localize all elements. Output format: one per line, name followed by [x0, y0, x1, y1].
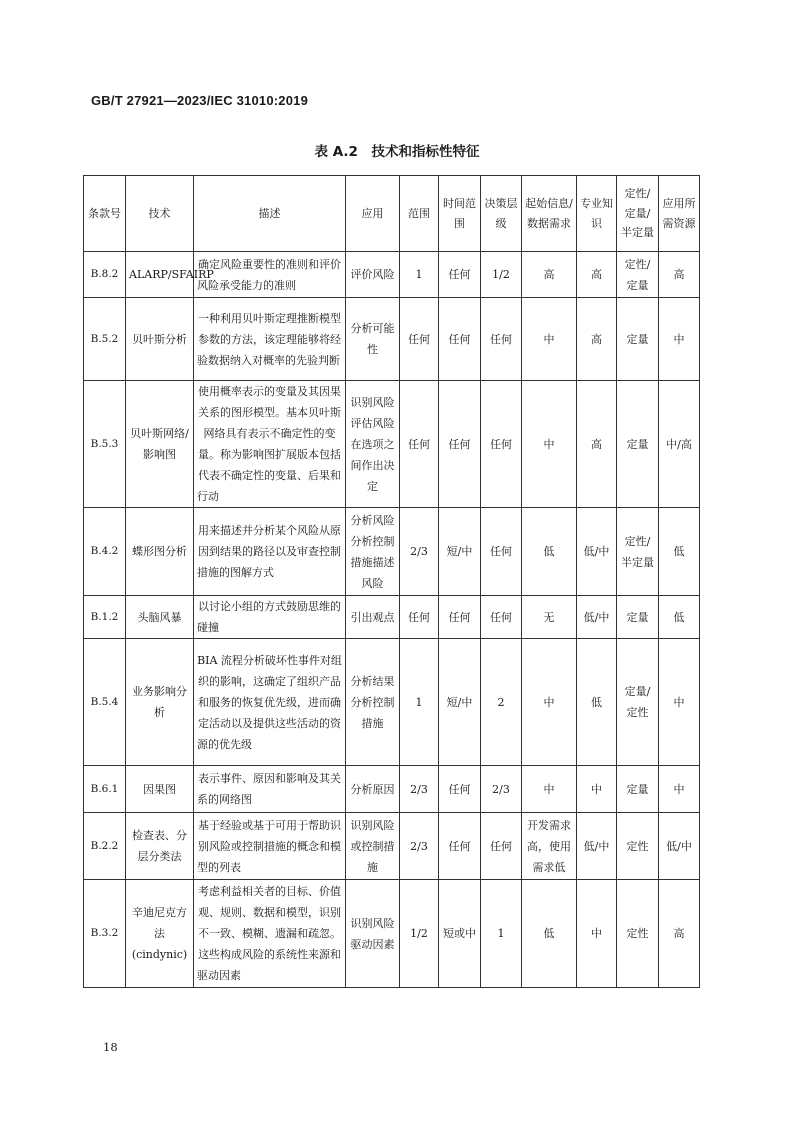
technique-cell: 贝叶斯分析 — [126, 298, 194, 381]
time-range-cell: 任何 — [439, 596, 481, 639]
decision-level-cell: 任何 — [481, 813, 522, 880]
technique-cell: 头脑风暴 — [126, 596, 194, 639]
quant-cell: 定量 — [617, 766, 659, 813]
table-row — [84, 813, 700, 880]
table-row — [84, 880, 700, 988]
techniques-table — [83, 175, 700, 988]
table-row — [84, 639, 700, 766]
time-range-cell: 任何 — [439, 766, 481, 813]
clause-cell: B.5.4 — [84, 639, 126, 766]
quant-cell: 定性 — [617, 813, 659, 880]
description-cell: 考虑利益相关者的目标、价值观、规则、数据和模型，识别不一致、模糊、遗漏和疏忽。这些构成风险的系统性来源和驱动因素 — [194, 880, 346, 988]
application-cell: 分析风险分析控制措施描述风险 — [346, 508, 400, 596]
initial-info-cell: 中 — [522, 766, 577, 813]
decision-level-cell: 任何 — [481, 596, 522, 639]
initial-info-cell: 低 — [522, 880, 577, 988]
resources-cell: 高 — [659, 252, 700, 298]
expertise-cell: 低/中 — [577, 596, 617, 639]
col-header-initial-info: 起始信息/数据需求 — [522, 176, 577, 252]
col-header-quant: 定性/定量/半定量 — [617, 176, 659, 252]
time-range-cell: 任何 — [439, 813, 481, 880]
time-range-cell: 任何 — [439, 381, 481, 508]
initial-info-cell: 开发需求高，使用需求低 — [522, 813, 577, 880]
col-header-resources: 应用所需资源 — [659, 176, 700, 252]
technique-cell: 检查表、分层分类法 — [126, 813, 194, 880]
scope-cell: 任何 — [400, 298, 439, 381]
expertise-cell: 高 — [577, 252, 617, 298]
table-row — [84, 766, 700, 813]
description-cell: 基于经验或基于可用于帮助识别风险或控制措施的概念和模型的列表 — [194, 813, 346, 880]
clause-cell: B.2.2 — [84, 813, 126, 880]
resources-cell: 中 — [659, 639, 700, 766]
expertise-cell: 低/中 — [577, 813, 617, 880]
scope-cell: 2/3 — [400, 766, 439, 813]
clause-cell: B.8.2 — [84, 252, 126, 298]
expertise-cell: 高 — [577, 298, 617, 381]
resources-cell: 低/中 — [659, 813, 700, 880]
col-header-decision-level: 决策层级 — [481, 176, 522, 252]
initial-info-cell: 中 — [522, 381, 577, 508]
application-cell: 分析原因 — [346, 766, 400, 813]
table-row — [84, 596, 700, 639]
quant-cell: 定量 — [617, 298, 659, 381]
decision-level-cell: 1 — [481, 880, 522, 988]
time-range-cell: 短或中 — [439, 880, 481, 988]
clause-cell: B.5.3 — [84, 381, 126, 508]
technique-cell: 贝叶斯网络/影响图 — [126, 381, 194, 508]
scope-cell: 2/3 — [400, 508, 439, 596]
description-cell: 用来描述并分析某个风险从原因到结果的路径以及审查控制措施的图解方式 — [194, 508, 346, 596]
decision-level-cell: 任何 — [481, 298, 522, 381]
quant-cell: 定性/半定量 — [617, 508, 659, 596]
col-header-description: 描述 — [194, 176, 346, 252]
initial-info-cell: 低 — [522, 508, 577, 596]
technique-cell: 辛迪尼克方法(cindynic) — [126, 880, 194, 988]
initial-info-cell: 高 — [522, 252, 577, 298]
col-header-clause: 条款号 — [84, 176, 126, 252]
clause-cell: B.5.2 — [84, 298, 126, 381]
application-cell: 分析可能性 — [346, 298, 400, 381]
scope-cell: 任何 — [400, 596, 439, 639]
resources-cell: 中 — [659, 298, 700, 381]
col-header-technique: 技术 — [126, 176, 194, 252]
scope-cell: 2/3 — [400, 813, 439, 880]
time-range-cell: 任何 — [439, 252, 481, 298]
application-cell: 分析结果分析控制措施 — [346, 639, 400, 766]
col-header-scope: 范围 — [400, 176, 439, 252]
clause-cell: B.4.2 — [84, 508, 126, 596]
quant-cell: 定性/定量 — [617, 252, 659, 298]
expertise-cell: 高 — [577, 381, 617, 508]
decision-level-cell: 2 — [481, 639, 522, 766]
quant-cell: 定量 — [617, 381, 659, 508]
table-caption: 表 A.2 技术和指标性特征 — [314, 144, 480, 160]
time-range-cell: 短/中 — [439, 508, 481, 596]
application-cell: 引出观点 — [346, 596, 400, 639]
scope-cell: 1/2 — [400, 880, 439, 988]
clause-cell: B.3.2 — [84, 880, 126, 988]
technique-cell: ALARP/SFAIRP — [126, 252, 194, 298]
col-header-application: 应用 — [346, 176, 400, 252]
expertise-cell: 中 — [577, 880, 617, 988]
initial-info-cell: 中 — [522, 639, 577, 766]
initial-info-cell: 无 — [522, 596, 577, 639]
description-cell: BIA 流程分析破坏性事件对组织的影响，这确定了组织产品和服务的恢复优先级，进而确定活动以及提供这些活动的资源的优先级 — [194, 639, 346, 766]
initial-info-cell: 中 — [522, 298, 577, 381]
table-row — [84, 252, 700, 298]
scope-cell: 1 — [400, 639, 439, 766]
col-header-expertise: 专业知识 — [577, 176, 617, 252]
scope-cell: 任何 — [400, 381, 439, 508]
description-cell: 一种利用贝叶斯定理推断模型参数的方法，该定理能够将经验数据纳入对概率的先验判断 — [194, 298, 346, 381]
decision-level-cell: 2/3 — [481, 766, 522, 813]
expertise-cell: 低/中 — [577, 508, 617, 596]
decision-level-cell: 任何 — [481, 508, 522, 596]
table-row — [84, 508, 700, 596]
resources-cell: 高 — [659, 880, 700, 988]
technique-cell: 蝶形图分析 — [126, 508, 194, 596]
quant-cell: 定量 — [617, 596, 659, 639]
standard-number: GB/T 27921—2023/IEC 31010:2019 — [91, 93, 309, 108]
resources-cell: 中 — [659, 766, 700, 813]
application-cell: 识别风险或控制措施 — [346, 813, 400, 880]
application-cell: 识别风险评估风险在选项之间作出决定 — [346, 381, 400, 508]
technique-cell: 业务影响分析 — [126, 639, 194, 766]
clause-cell: B.1.2 — [84, 596, 126, 639]
technique-cell: 因果图 — [126, 766, 194, 813]
table-header-row — [84, 176, 700, 252]
resources-cell: 低 — [659, 508, 700, 596]
time-range-cell: 短/中 — [439, 639, 481, 766]
resources-cell: 低 — [659, 596, 700, 639]
col-header-time-range: 时间范围 — [439, 176, 481, 252]
application-cell: 识别风险驱动因素 — [346, 880, 400, 988]
application-cell: 评价风险 — [346, 252, 400, 298]
expertise-cell: 低 — [577, 639, 617, 766]
quant-cell: 定量/定性 — [617, 639, 659, 766]
quant-cell: 定性 — [617, 880, 659, 988]
description-cell: 表示事件、原因和影响及其关系的网络图 — [194, 766, 346, 813]
description-cell: 以讨论小组的方式鼓励思维的碰撞 — [194, 596, 346, 639]
scope-cell: 1 — [400, 252, 439, 298]
clause-cell: B.6.1 — [84, 766, 126, 813]
page-number: 18 — [103, 1040, 118, 1054]
table-row — [84, 381, 700, 508]
description-cell: 确定风险重要性的准则和评价风险承受能力的准则 — [194, 252, 346, 298]
expertise-cell: 中 — [577, 766, 617, 813]
table-row — [84, 298, 700, 381]
decision-level-cell: 1/2 — [481, 252, 522, 298]
time-range-cell: 任何 — [439, 298, 481, 381]
description-cell: 使用概率表示的变量及其因果关系的图形模型。基本贝叶斯网络具有表示不确定性的变量。称为影响图扩展版本包括代表不确定性的变量、后果和行动 — [194, 381, 346, 508]
decision-level-cell: 任何 — [481, 381, 522, 508]
resources-cell: 中/高 — [659, 381, 700, 508]
